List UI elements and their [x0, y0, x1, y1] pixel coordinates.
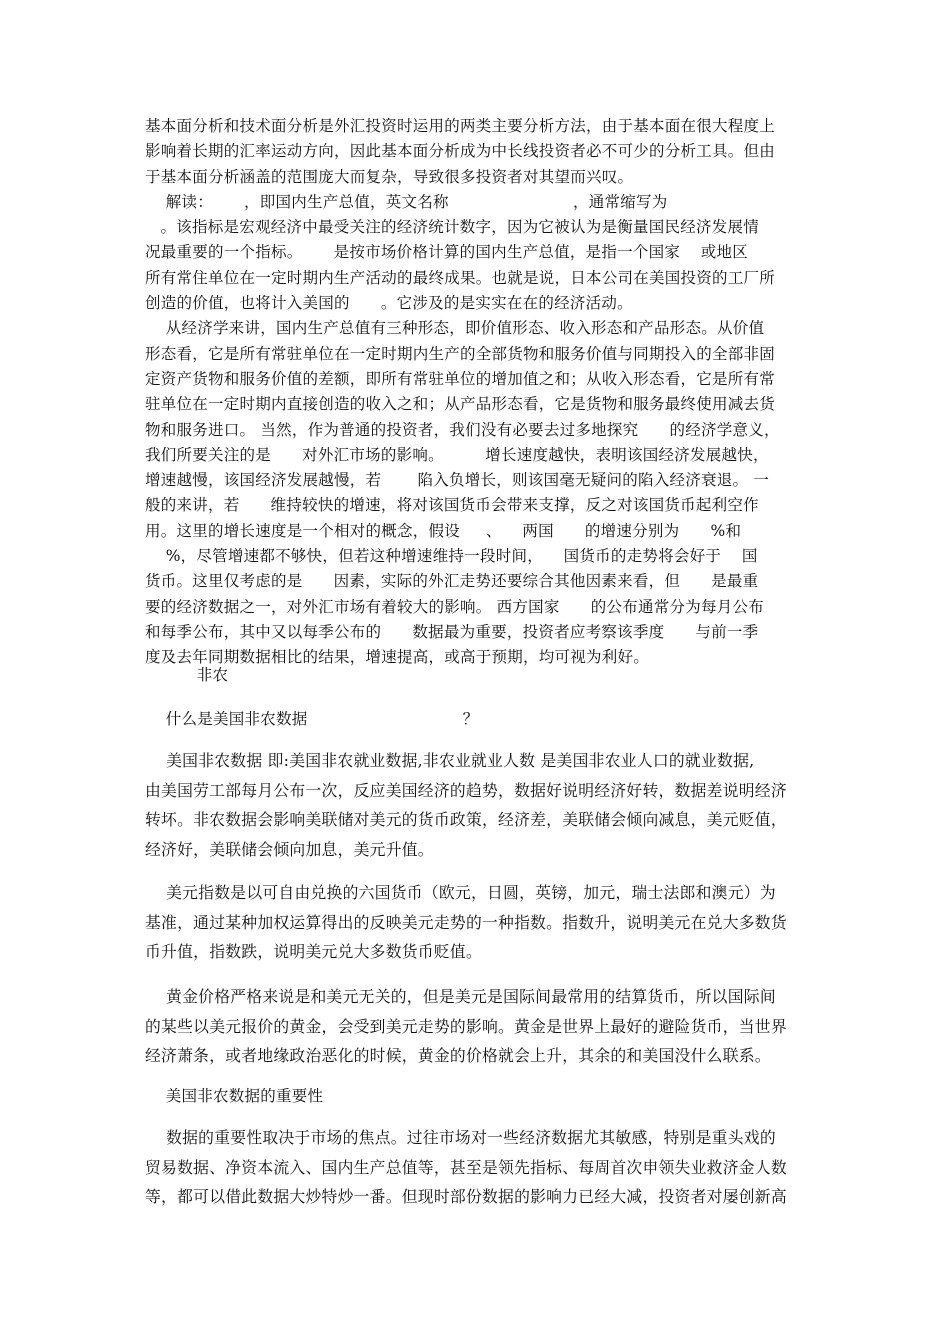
question-heading: [145, 707, 805, 731]
text-line: 物和服务进口。 当然，作为普通的投资者，我们没有必要去过多地探究 的经济学意义，: [145, 420, 780, 439]
text-line: 解读： ，即国内生产总值，英文名称 ，通常缩写为: [145, 192, 668, 211]
text-line: 和每季公布，其中又以每季公布的 数据最为重要，投资者应考察该季度 与前一季: [145, 622, 759, 641]
text-line: 般的来讲，若 维持较快的增速，将对该国货币会带来支撑，反之对该国货币起利空作: [145, 496, 759, 515]
text-line: 形态看，它是所有常驻单位在一定时期内生产的全部货物和服务价值与同期投入的全部非固: [145, 344, 776, 363]
text-line: 贸易数据、净资本流入、国内生产总值等，甚至是领先指标、每周首次申领失业救济金人数: [145, 1157, 787, 1177]
question-text: 什么是美国非农数据 ？: [145, 710, 479, 728]
text-line: 由美国劳工部每月公布一次，反应美国经济的趋势，数据好说明经济好转，数据差说明经济: [145, 780, 787, 800]
importance-paragraph: [145, 1123, 805, 1212]
text-line: 的某些以美元报价的黄金，会受到美元走势的影响。黄金是世界上最好的避险货币，当世界: [145, 1016, 787, 1036]
text-line: 基准，通过某种加权运算得出的反映美元走势的一种指数。指数升，说明美元在兑大多数货: [145, 912, 787, 932]
text-line: 美国非农数据 即:美国非农就业数据,非农业就业人数 是美国非农业人口的就业数据,: [145, 751, 755, 770]
text-line: 影响着长期的汇率运动方向，因此基本面分析成为中长线投资者必不可少的分析工具。但由: [145, 142, 776, 161]
text-line: 货币。这里仅考虑的是 因素，实际的外汇走势还要综合其他因素来看，但 是最重: [145, 572, 759, 591]
text-line: 所有常住单位在一定时期内生产活动的最终成果。也就是说，日本公司在美国投资的工厂所: [145, 268, 776, 287]
text-line: 定资产货物和服务价值的差额，即所有常驻单位的增加值之和；从收入形态看，它是所有常: [145, 369, 776, 388]
gdp-section: [145, 114, 805, 671]
text-line: %，尽管增速都不够快，但若这种增速维持一段时间， 国货币的走势将会好于 国: [145, 547, 758, 566]
text-line: 数据的重要性取决于市场的焦点。过往市场对一些经济数据尤其敏感，特别是重头戏的: [145, 1128, 776, 1147]
text-line: 于基本面分析涵盖的范围庞大而复杂，导致很多投资者对其望而兴叹。: [145, 167, 634, 186]
text-line: 黄金价格严格来说是和美元无关的，但是美元是国际间最常用的结算货币，所以国际间: [145, 987, 776, 1006]
text-line: 币升值，指数跌，说明美元兑大多数货币贬值。: [145, 942, 482, 962]
text-line: 转坏。非农数据会影响美联储对美元的货币政策，经济差，美联储会倾向减息，美元贬值，: [145, 810, 787, 830]
text-line: 美元指数是以可自由兑换的六国货币（欧元，日圆，英镑，加元，瑞士法郎和澳元）为: [145, 883, 776, 902]
nonfarm-paragraph: [145, 746, 805, 864]
heading-nonfarm: [145, 663, 805, 687]
text-line: 。该指标是宏观经济中最受关注的经济统计数字，因为它被认为是衡量国民经济发展情: [145, 218, 760, 237]
text-line: 经济萧条，或者地缘政治恶化的时候，黄金的价格就会上升，其余的和美国没什么联系。: [145, 1046, 771, 1066]
text-line: 驻单位在一定时期内直接创造的收入之和；从产品形态看，它是货物和服务最终使用减去货: [145, 395, 776, 414]
text-line: 度及去年同期数据相比的结果，增速提高，或高于预期，均可视为利好。: [145, 648, 650, 667]
text-line: 基本面分析和技术面分析是外汇投资时运用的两类主要分析方法，由于基本面在很大程度上: [145, 117, 776, 135]
section-heading: 非农: [145, 666, 229, 684]
text-line: 用。这里的增长速度是一个相对的概念，假设 、 两国 的增速分别为 %和: [145, 521, 742, 540]
text-line: 等，都可以借此数据大炒特炒一番。但现时部份数据的影响力已经大减，投资者对屡创新高: [145, 1187, 787, 1207]
text-line: 况最重要的一个指标。 是按市场价格计算的国内生产总值，是指一个国家 或地区: [145, 243, 749, 262]
gold-paragraph: [145, 982, 805, 1071]
text-line: 创造的价值，也将计入美国的 。它涉及的是实实在在的经济活动。: [145, 294, 633, 313]
text-line: 经济好，美联储会倾向加息，美元升值。: [145, 839, 434, 859]
text-line: 我们所要关注的是 对外汇市场的影响。 增长速度越快，表明该国经济发展越快，: [145, 445, 769, 464]
section-heading: 美国非农数据的重要性: [145, 1087, 324, 1105]
text-line: 增速越慢，该国经济发展越慢，若 陷入负增长，则该国毫无疑问的陷入经济衰退。 一: [145, 471, 770, 490]
text-line: 从经济学来讲，国内生产总值有三种形态，即价值形态、收入形态和产品形态。从价值: [145, 319, 765, 338]
importance-heading: [145, 1084, 805, 1108]
dollar-index-paragraph: [145, 878, 805, 967]
text-line: 要的经济数据之一，对外汇市场有着较大的影响。 西方国家 的公布通常分为每月公布: [145, 597, 764, 616]
